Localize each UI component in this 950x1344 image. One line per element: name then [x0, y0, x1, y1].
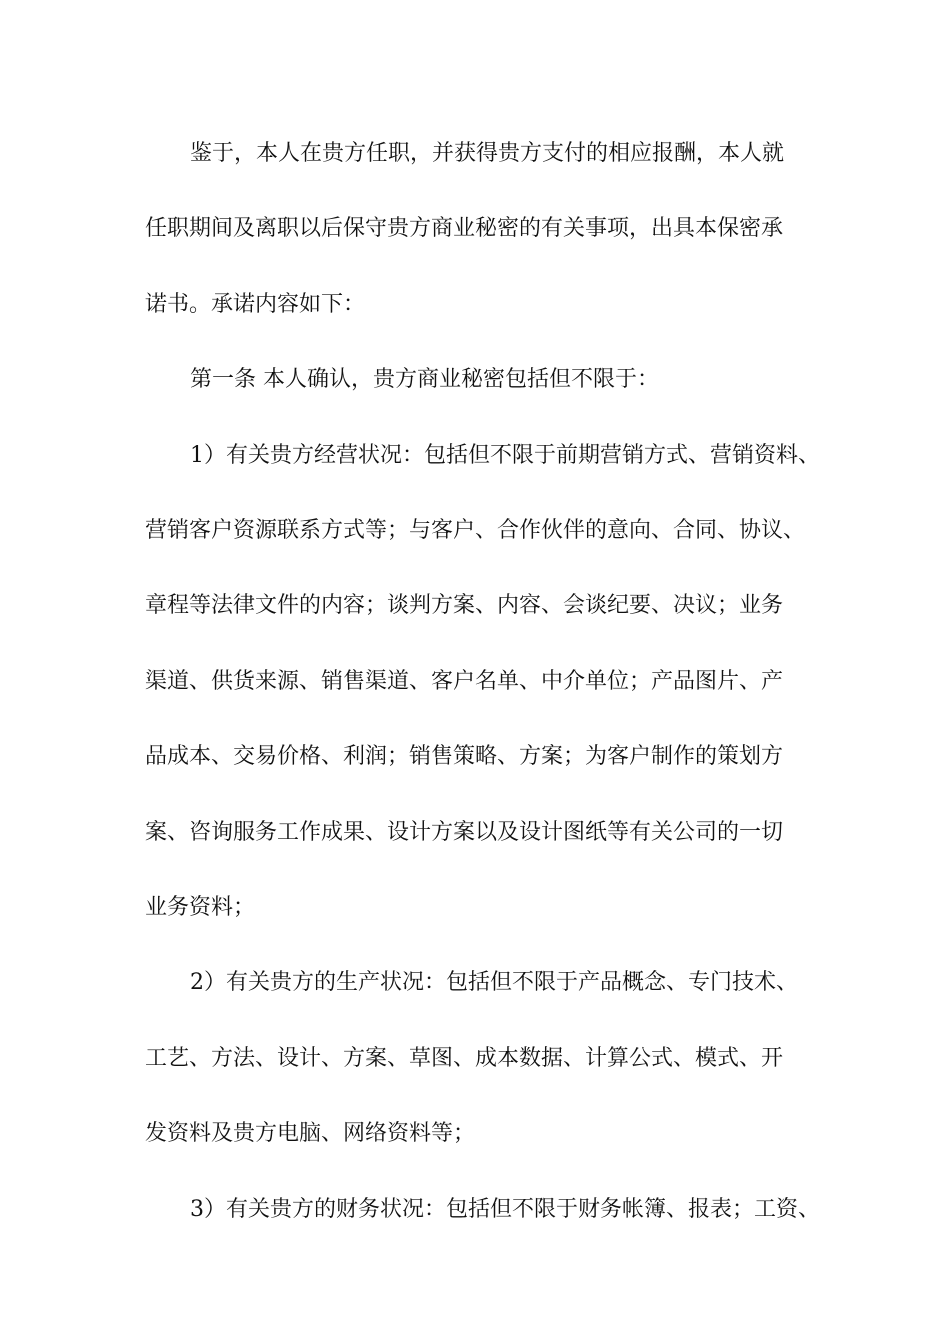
text-line: 2）有关贵方的生产状况：包括但不限于产品概念、专门技术、 [190, 970, 798, 995]
text-line: 鉴于，本人在贵方任职，并获得贵方支付的相应报酬，本人就 [190, 141, 785, 166]
text-line: 业务资料； [145, 895, 256, 920]
text-line: 3）有关贵方的财务状况：包括但不限于财务帐簿、报表；工资、 [190, 1197, 820, 1222]
text-line: 1）有关贵方经营状况：包括但不限于前期营销方式、营销资料、 [190, 443, 820, 468]
text-line: 渠道、供货来源、销售渠道、客户名单、中介单位；产品图片、产 [145, 669, 784, 694]
text-line: 工艺、方法、设计、方案、草图、成本数据、计算公式、模式、开 [145, 1046, 784, 1071]
text-line: 第一条 本人确认，贵方商业秘密包括但不限于： [190, 367, 659, 392]
text-line: 案、咨询服务工作成果、设计方案以及设计图纸等有关公司的一切 [145, 820, 784, 845]
text-line: 诺书。承诺内容如下： [145, 292, 366, 317]
text-line: 章程等法律文件的内容；谈判方案、内容、会谈纪要、决议；业务 [145, 593, 784, 618]
text-line: 任职期间及离职以后保守贵方商业秘密的有关事项，出具本保密承 [145, 216, 784, 241]
text-line: 营销客户资源联系方式等；与客户、合作伙伴的意向、合同、协议、 [145, 518, 806, 543]
text-line: 品成本、交易价格、利润；销售策略、方案；为客户制作的策划方 [145, 744, 784, 769]
text-line: 发资料及贵方电脑、网络资料等； [145, 1121, 476, 1146]
